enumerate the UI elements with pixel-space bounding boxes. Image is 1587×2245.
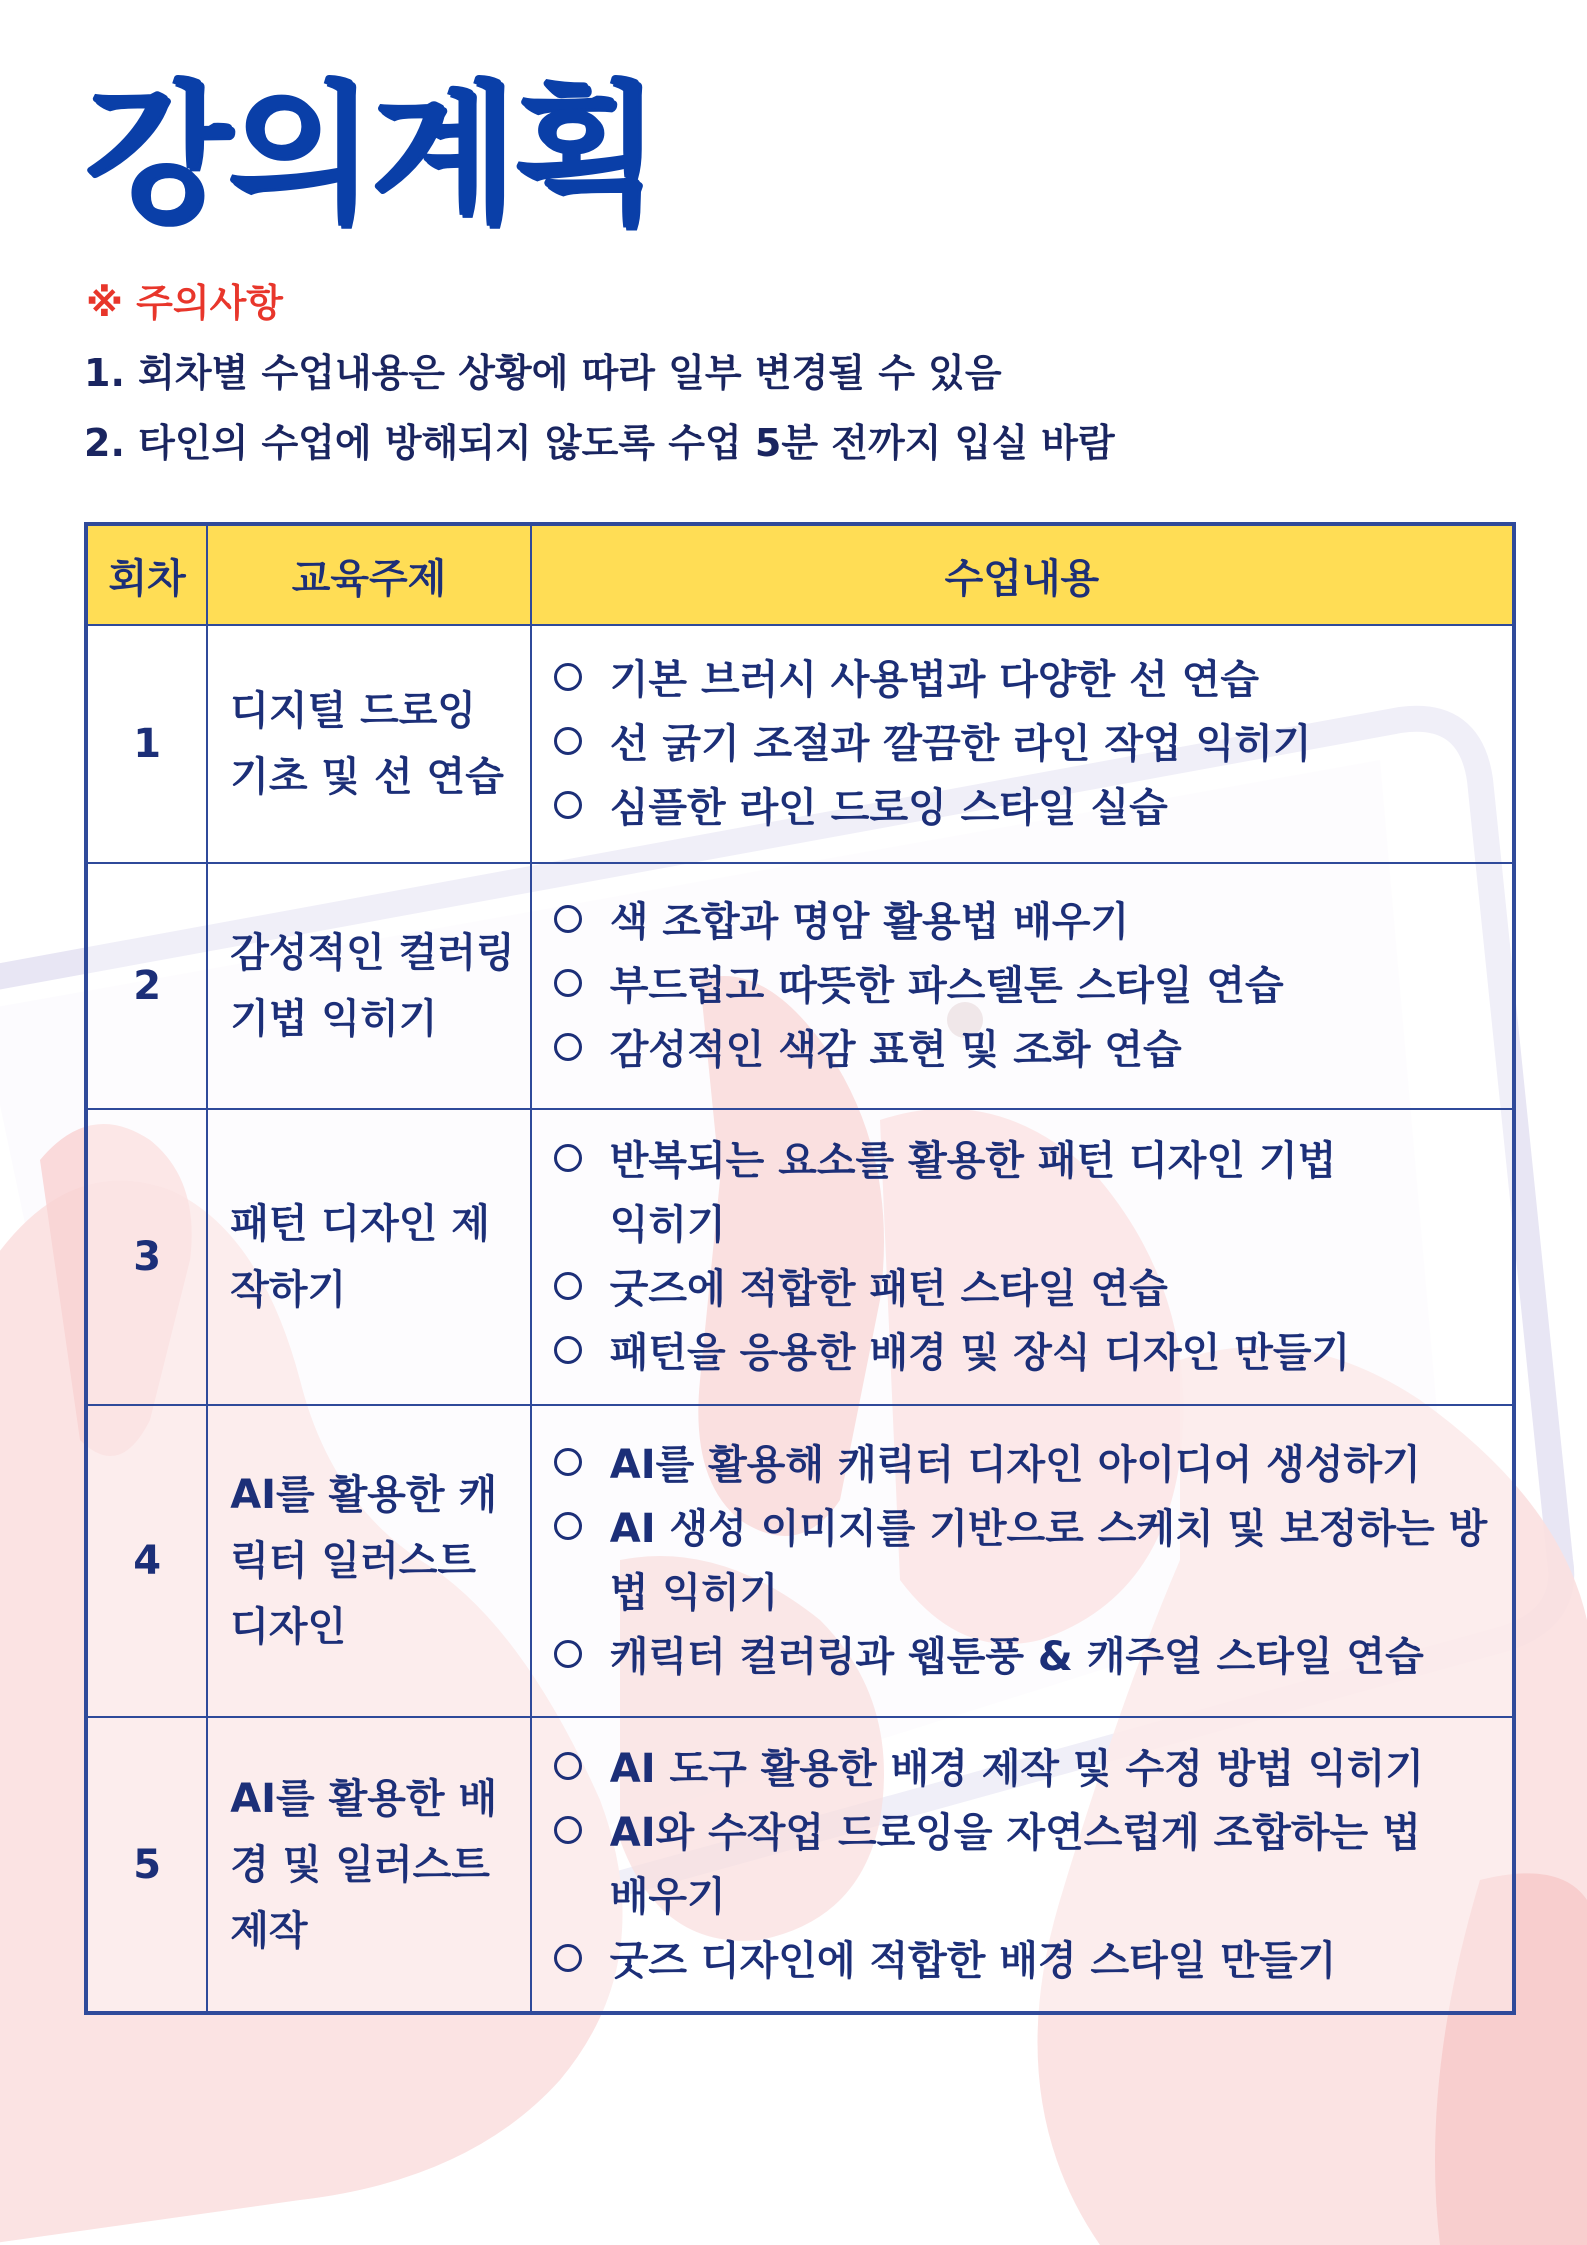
list-item: AI 생성 이미지를 기반으로 스케치 및 보정하는 방법 익히기 (552, 1497, 1500, 1625)
session-number: 5 (86, 1717, 207, 2013)
circle-bullet-icon (554, 1144, 582, 1172)
session-number: 2 (86, 863, 207, 1109)
circle-bullet-icon (554, 727, 582, 755)
circle-bullet-icon (554, 905, 582, 933)
table-header-row (86, 524, 1514, 625)
list-item: 기본 브러시 사용법과 다양한 선 연습 (552, 648, 1500, 712)
list-item: AI 도구 활용한 배경 제작 및 수정 방법 익히기 (552, 1737, 1500, 1801)
header-session: 회차 (86, 524, 207, 625)
table-row (86, 1405, 1514, 1717)
circle-bullet-icon (554, 1512, 582, 1540)
session-content (531, 863, 1514, 1109)
list-item: 반복되는 요소를 활용한 패턴 디자인 기법 익히기 (552, 1129, 1500, 1257)
circle-bullet-icon (554, 1640, 582, 1668)
circle-bullet-icon (554, 1752, 582, 1780)
notice-heading: ※ 주의사항 (86, 281, 284, 325)
circle-bullet-icon (554, 969, 582, 997)
table-row (86, 1717, 1514, 2013)
list-item: 선 굵기 조절과 깔끔한 라인 작업 익히기 (552, 712, 1500, 776)
session-topic: 감성적인 컬러링 기법 익히기 (207, 863, 531, 1109)
session-content (531, 625, 1514, 863)
circle-bullet-icon (554, 663, 582, 691)
circle-bullet-icon (554, 1033, 582, 1061)
session-topic: AI를 활용한 캐릭터 일러스트 디자인 (207, 1405, 531, 1717)
list-item: 심플한 라인 드로잉 스타일 실습 (552, 776, 1500, 840)
circle-bullet-icon (554, 791, 582, 819)
session-topic: 패턴 디자인 제작하기 (207, 1109, 531, 1405)
circle-bullet-icon (554, 1944, 582, 1972)
session-content (531, 1109, 1514, 1405)
session-content (531, 1405, 1514, 1717)
list-item: 패턴을 응용한 배경 및 장식 디자인 만들기 (552, 1321, 1500, 1385)
session-topic: 디지털 드로잉 기초 및 선 연습 (207, 625, 531, 863)
session-number: 4 (86, 1405, 207, 1717)
list-item: 부드럽고 따뜻한 파스텔톤 스타일 연습 (552, 954, 1500, 1018)
session-content (531, 1717, 1514, 2013)
session-number: 1 (86, 625, 207, 863)
list-item: 색 조합과 명암 활용법 배우기 (552, 890, 1500, 954)
circle-bullet-icon (554, 1272, 582, 1300)
lecture-plan-table (84, 522, 1516, 2015)
list-item: AI와 수작업 드로잉을 자연스럽게 조합하는 법 배우기 (552, 1801, 1500, 1929)
list-item: AI를 활용해 캐릭터 디자인 아이디어 생성하기 (552, 1433, 1500, 1497)
header-topic: 교육주제 (207, 524, 531, 625)
session-number: 3 (86, 1109, 207, 1405)
header-content: 수업내용 (531, 524, 1514, 625)
table-row (86, 625, 1514, 863)
list-item: 굿즈 디자인에 적합한 배경 스타일 만들기 (552, 1929, 1500, 1993)
session-topic: AI를 활용한 배경 및 일러스트 제작 (207, 1717, 531, 2013)
list-item: 캐릭터 컬러링과 웹툰풍 & 캐주얼 스타일 연습 (552, 1625, 1500, 1689)
list-item: 굿즈에 적합한 패턴 스타일 연습 (552, 1257, 1500, 1321)
circle-bullet-icon (554, 1336, 582, 1364)
table-row (86, 1109, 1514, 1405)
table-row (86, 863, 1514, 1109)
list-item: 감성적인 색감 표현 및 조화 연습 (552, 1018, 1500, 1082)
notice-line-2: 2. 타인의 수업에 방해되지 않도록 수업 5분 전까지 입실 바람 (84, 421, 1115, 465)
page-title: 강의계획 (84, 66, 656, 243)
notice-line-1: 1. 회차별 수업내용은 상황에 따라 일부 변경될 수 있음 (84, 351, 1002, 395)
circle-bullet-icon (554, 1448, 582, 1476)
circle-bullet-icon (554, 1816, 582, 1844)
